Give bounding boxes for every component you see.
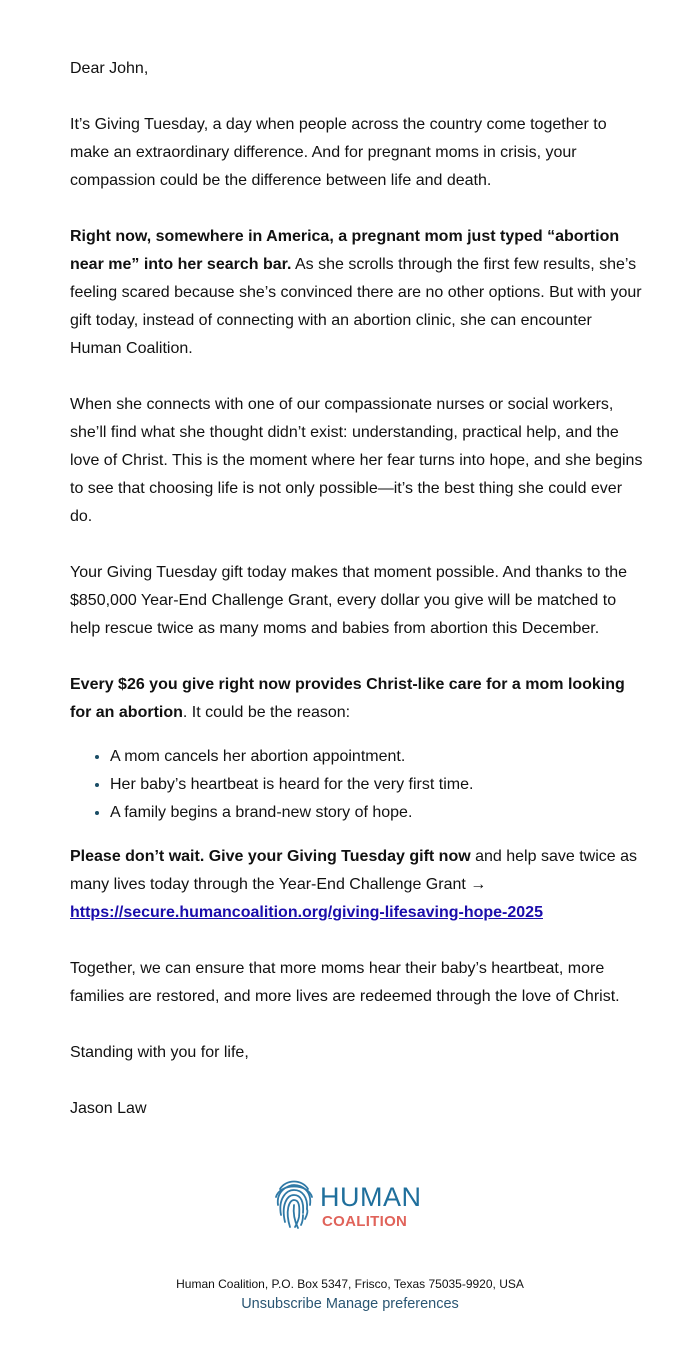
email-body	[70, 55, 645, 1151]
human-coalition-logo[interactable]	[272, 1175, 432, 1233]
paragraph-search-story: Right now, somewhere in America, a pregnant mom just typed “abortion near me” into her search bar. As she scrolls through the first few results, she’s feeling scared because she’s convinced there are no other options. But with your gift today, instead of connecting with an abortion clinic, she can encounter Human Coalition.	[70, 228, 642, 357]
manage-preferences-link[interactable]: Manage preferences	[325, 1296, 459, 1312]
bold-lead: Every $26 you give right now provides Christ-like care for a mom looking for an abortion	[70, 676, 625, 721]
unsubscribe-link[interactable]: Unsubscribe	[241, 1296, 322, 1312]
footer-address: Human Coalition, P.O. Box 5347, Frisco, Texas 75035-9920, USA	[176, 1277, 524, 1291]
logo-text-coalition: COALITION	[322, 1213, 408, 1230]
paragraph-call-to-action: Please don’t wait. Give your Giving Tuesday gift now and help save twice as many lives today through the Year-End Challenge Grant → https://secure.humancoalition.org/giving-lifesaving-hope-2025	[70, 848, 637, 921]
paragraph-intro: It’s Giving Tuesday, a day when people across the country come together to make an extraordinary difference. And for pregnant moms in crisis, your compassion could be the difference between life and death.	[70, 116, 607, 189]
footer-links	[0, 1295, 700, 1313]
bold-lead: Right now, somewhere in America, a pregnant mom just typed “abortion near me” into her search bar.	[70, 228, 620, 273]
paragraph-connection: When she connects with one of our compassionate nurses or social workers, she’ll find what she thought didn’t exist: understanding, practical help, and the love of Christ. This is the moment where her fear turns into hope, and she begins to see that choosing life is not only possible—it’s the best thing she could ever do.	[70, 396, 643, 525]
list-item: • Her baby’s heartbeat is heard for the very first time.	[110, 771, 645, 799]
bold-lead: Please don’t wait. Give your Giving Tuesday gift now	[70, 848, 471, 865]
list-item: • A mom cancels her abortion appointment.	[110, 743, 645, 771]
impact-list	[70, 743, 645, 827]
logo-text-human: HUMAN	[320, 1182, 422, 1212]
greeting: Dear John,	[70, 60, 149, 77]
fingerprint-icon	[272, 1175, 316, 1231]
paragraph-together: Together, we can ensure that more moms hear their baby’s heartbeat, more families are restored, and more lives are redeemed through the love of Christ.	[70, 960, 620, 1005]
paragraph-gift-impact: Every $26 you give right now provides Christ-like care for a mom looking for an abortion. It could be the reason:	[70, 676, 625, 721]
list-item: • A family begins a brand-new story of hope.	[110, 799, 645, 827]
closing: Standing with you for life,	[70, 1044, 249, 1061]
donation-link[interactable]: https://secure.humancoalition.org/giving-lifesaving-hope-2025	[70, 904, 543, 921]
signature: Jason Law	[70, 1100, 147, 1117]
paragraph-challenge-grant: Your Giving Tuesday gift today makes that moment possible. And thanks to the $850,000 Year-End Challenge Grant, every dollar you give will be matched to help rescue twice as many moms and babies from abortion this December.	[70, 564, 628, 637]
